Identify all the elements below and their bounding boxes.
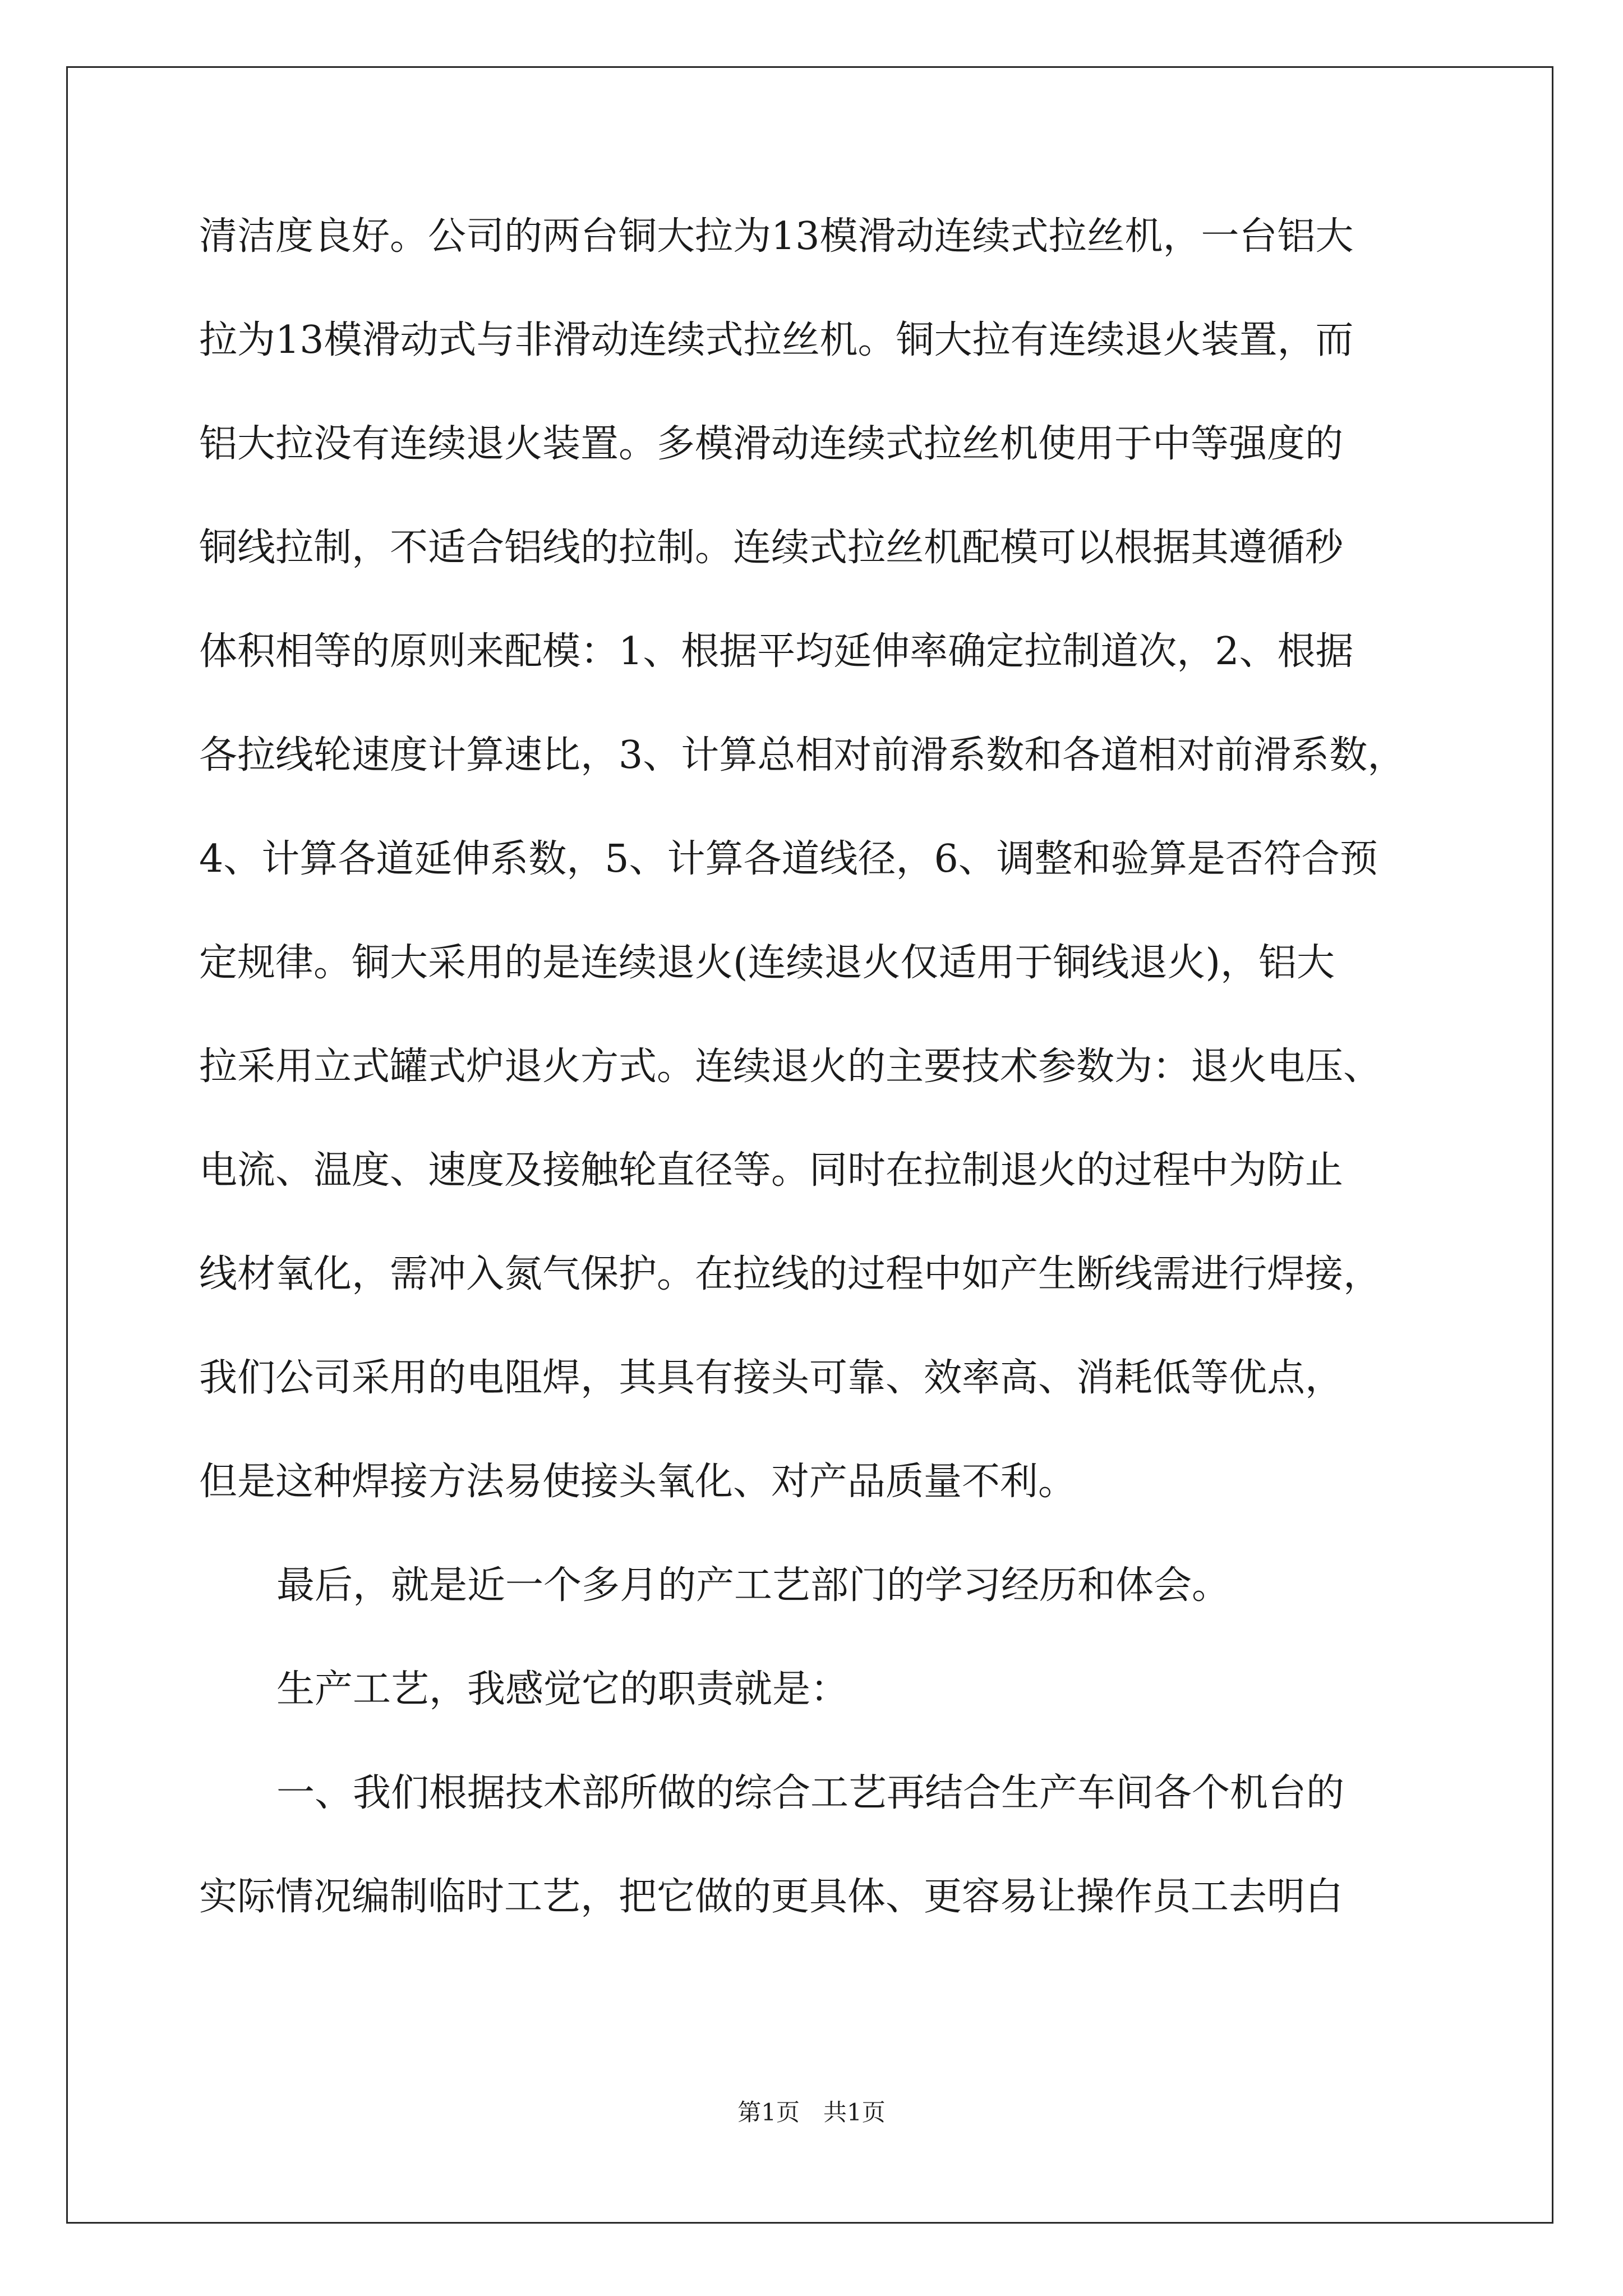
text-line-1: 清洁度良好。公司的两台铜大拉为13模滑动连续式拉丝机，一台铝大: [199, 214, 1354, 259]
text-line-7: 4、计算各道延伸系数，5、计算各道线径，6、调整和验算是否符合预: [199, 837, 1378, 881]
text-line-12: 我们公司采用的电阻焊，其具有接头可靠、效率高、消耗低等优点，: [199, 1356, 1344, 1400]
text-line-14: 最后，就是近一个多月的产工艺部门的学习经历和体会。: [276, 1563, 1230, 1608]
text-line-4: 铜线拉制，不适合铝线的拉制。连续式拉丝机配模可以根据其遵循秒: [199, 526, 1344, 570]
text-line-17: 实际情况编制临时工艺，把它做的更具体、更容易让操作员工去明白: [199, 1875, 1344, 1919]
text-line-3: 铝大拉没有连续退火装置。多模滑动连续式拉丝机使用于中等强度的: [199, 422, 1344, 466]
text-line-2: 拉为13模滑动式与非滑动连续式拉丝机。铜大拉有连续退火装置，而: [199, 318, 1354, 362]
text-line-8: 定规律。铜大采用的是连续退火(连续退火仅适用于铜线退火)，铝大: [199, 941, 1335, 985]
text-line-6: 各拉线轮速度计算速比，3、计算总相对前滑系数和各道相对前滑系数，: [199, 733, 1406, 777]
text-line-16: 一、我们根据技术部所做的综合工艺再结合生产车间各个机台的: [276, 1771, 1345, 1815]
text-line-13: 但是这种焊接方法易使接头氧化、对产品质量不利。: [199, 1460, 1077, 1504]
text-line-9: 拉采用立式罐式炉退火方式。连续退火的主要技术参数为：退火电压、: [199, 1045, 1382, 1089]
page-footer: 第1页 共1页: [737, 2099, 886, 2126]
text-line-15: 生产工艺，我感觉它的职责就是：: [276, 1667, 849, 1711]
text-line-10: 电流、温度、速度及接触轮直径等。同时在拉制退火的过程中为防止: [199, 1148, 1344, 1193]
text-line-5: 体积相等的原则来配模：1、根据平均延伸率确定拉制道次，2、根据: [199, 629, 1354, 674]
text-line-11: 线材氧化，需冲入氮气保护。在拉线的过程中如产生断线需进行焊接，: [199, 1252, 1382, 1296]
